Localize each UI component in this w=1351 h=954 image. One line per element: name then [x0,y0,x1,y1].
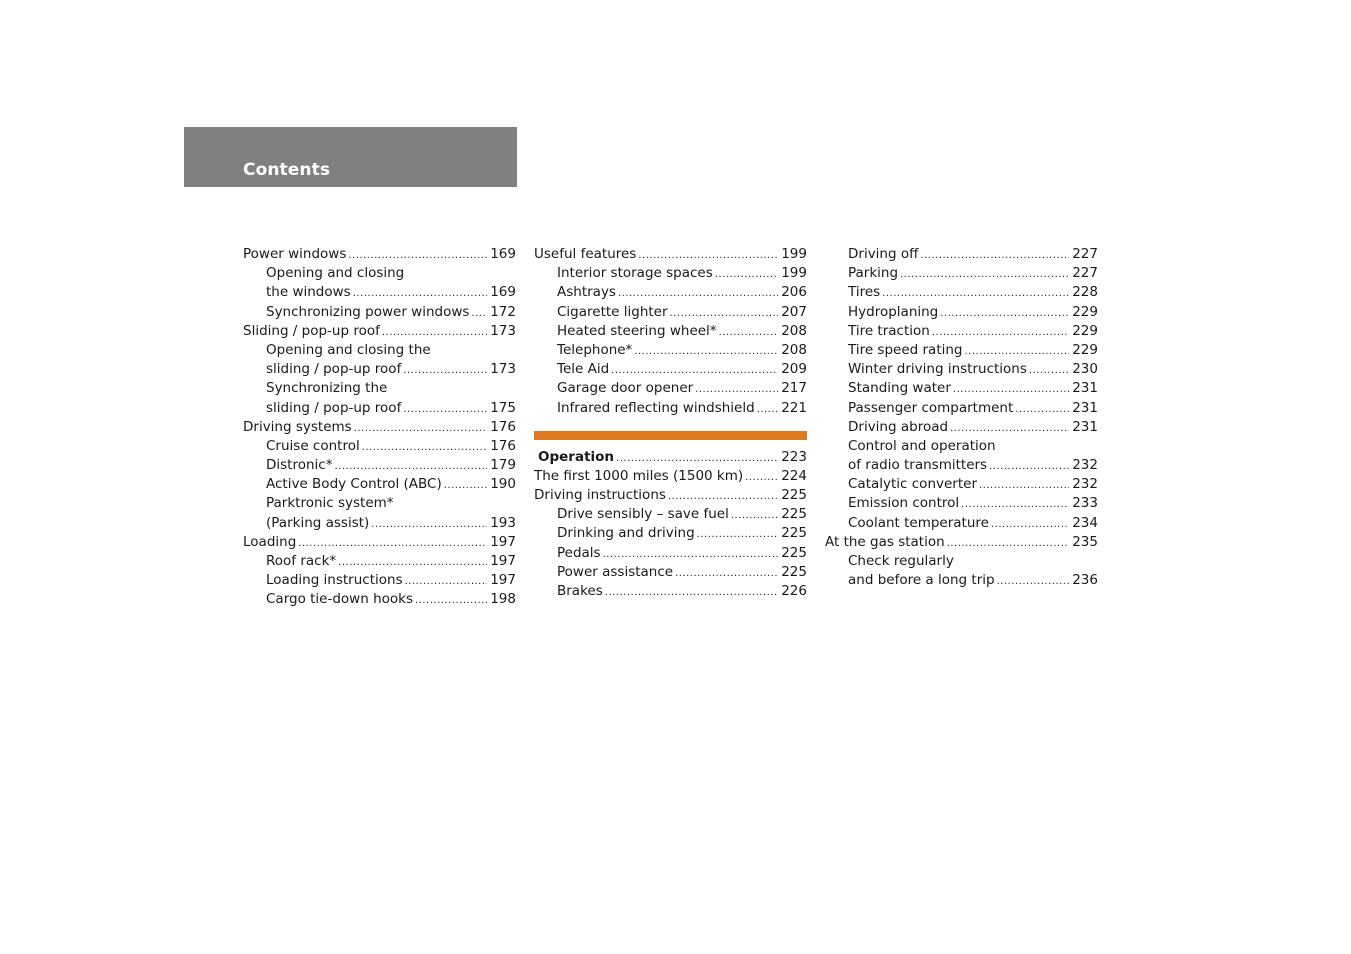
toc-entry-label: Cruise control [266,437,360,454]
dot-leader [989,457,1069,476]
dot-leader [371,515,487,534]
toc-entry[interactable] [534,467,807,486]
toc-entry-label: Opening and closing the [266,341,431,358]
toc-entry[interactable] [825,245,1098,264]
toc-entry-label: At the gas station [825,533,945,550]
toc-entry-page-number[interactable]: 233 [1072,495,1098,512]
dot-leader [405,572,487,591]
toc-entry-page-number[interactable]: 176 [490,418,516,435]
page-title: Contents [243,160,331,180]
toc-entry-label: of radio transmitters [848,457,988,474]
toc-entry[interactable] [243,245,516,264]
toc-entry[interactable] [825,418,1098,437]
dot-leader [719,323,778,342]
toc-entry [825,552,1098,571]
toc-entry-label: Active Body Control (ABC) [266,476,442,493]
toc-entry-label: and before a long trip [848,572,995,589]
toc-entry-page-number[interactable]: 173 [490,361,516,378]
toc-entry[interactable] [534,399,807,418]
toc-column-2 [534,245,807,601]
toc-entry[interactable] [534,264,807,283]
dot-leader [444,476,487,495]
toc-entry[interactable] [534,544,807,563]
toc-entry-page-number[interactable]: 208 [781,341,807,358]
toc-entry[interactable] [825,494,1098,513]
toc-entry-label: Garage door opener [557,380,694,397]
toc-entry-page-number[interactable]: 227 [1072,246,1098,262]
dot-leader [961,495,1069,514]
toc-entry-label: Driving systems [243,418,352,435]
toc-entry-page-number[interactable]: 228 [1072,284,1098,301]
toc-entry[interactable] [243,514,516,533]
toc-column-1 [243,245,516,610]
toc-entry-label: Loading [243,533,297,550]
toc-entry-label: Roof rack* [266,553,337,569]
toc-entry-page-number[interactable]: 199 [781,265,807,282]
toc-entry-page-number[interactable]: 225 [781,506,807,523]
toc-entry-page-number[interactable]: 231 [1072,399,1098,416]
toc-entry-page-number[interactable]: 225 [781,563,807,580]
dot-leader [1029,361,1069,380]
dot-leader [618,284,778,303]
dot-leader [900,265,1069,284]
dot-leader [997,572,1069,591]
toc-entry-label: Synchronizing the [266,380,388,397]
dot-leader [979,476,1069,495]
toc-entry-page-number[interactable]: 221 [781,399,807,416]
toc-entry-label: Tire traction [848,322,930,339]
toc-entry-page-number[interactable]: 197 [490,572,516,589]
toc-entry-page-number[interactable]: 232 [1072,457,1098,474]
dot-leader [403,361,487,380]
toc-entry-label: Driving abroad [848,418,949,435]
toc-entry-page-number[interactable]: 179 [490,457,516,474]
dot-leader [920,246,1069,265]
toc-entry-page-number[interactable]: 224 [781,467,807,484]
toc-entry[interactable] [243,552,516,571]
toc-entry-page-number[interactable]: 225 [781,487,807,504]
dot-leader [745,468,778,487]
toc-entry-label: Parktronic system* [266,495,394,512]
toc-entry-label: Coolant temperature [848,514,989,531]
dot-leader [940,304,1069,323]
toc-entry-label: Parking [848,265,899,282]
toc-entry-label: Check regularly [848,553,954,569]
toc-entry-page-number[interactable]: 197 [490,553,516,569]
toc-entry[interactable] [534,322,807,341]
toc-entry-page-number[interactable]: 230 [1072,361,1098,378]
dot-leader [757,400,778,419]
dot-leader [695,380,778,399]
toc-entry[interactable] [534,448,807,467]
toc-entry-page-number[interactable]: 225 [781,525,807,542]
toc-entry[interactable] [825,264,1098,283]
toc-entry-page-number[interactable]: 169 [490,284,516,301]
section-divider [534,431,807,440]
toc-entry[interactable] [243,399,516,418]
toc-entry-page-number[interactable]: 190 [490,476,516,493]
dot-leader [338,553,487,572]
toc-entry-page-number[interactable]: 217 [781,380,807,397]
toc-entry-label: Brakes [557,583,603,599]
toc-entry-page-number[interactable]: 176 [490,437,516,454]
toc-entry[interactable] [534,283,807,302]
toc-entry-page-number[interactable]: 225 [781,544,807,561]
toc-entry-label: sliding / pop-up roof [266,399,402,416]
toc-entry-page-number[interactable]: 232 [1072,476,1098,493]
dot-leader [415,591,487,610]
toc-entry[interactable] [825,533,1098,552]
toc-entry-label: Opening and closing [266,265,405,282]
toc-entry-page-number[interactable]: 193 [490,514,516,531]
toc-entry[interactable] [825,399,1098,418]
header-bar [184,127,517,187]
toc-entry-page-number[interactable]: 231 [1072,380,1098,397]
dot-leader [611,361,778,380]
toc-entry-label: the windows [266,284,351,301]
dot-leader [731,506,778,525]
dot-leader [1015,400,1069,419]
toc-entry-label: Drive sensibly – save fuel [557,506,729,523]
toc-entry-label: Cigarette lighter [557,303,668,320]
toc-entry-page-number[interactable]: 226 [781,583,807,599]
toc-entry-page-number[interactable]: 229 [1072,322,1098,339]
dot-leader [348,246,487,265]
toc-entry[interactable] [534,360,807,379]
toc-entry[interactable] [534,524,807,543]
dot-leader [882,284,1069,303]
toc-entry[interactable] [243,475,516,494]
dot-leader [965,342,1070,361]
toc-entry-label: Power assistance [557,563,674,580]
toc-entry[interactable] [243,571,516,590]
dot-leader [947,534,1069,553]
toc-entry-page-number[interactable]: 175 [490,399,516,416]
dot-leader [382,323,487,342]
toc-entry[interactable] [243,456,516,475]
toc-entry-label: Sliding / pop-up roof [243,322,380,339]
toc-column-3 [825,245,1098,590]
toc-entry-page-number[interactable]: 236 [1072,572,1098,589]
toc-entry[interactable] [534,245,807,264]
toc-entry[interactable] [825,514,1098,533]
toc-entry[interactable] [243,418,516,437]
toc-entry[interactable] [243,283,516,302]
toc-entry[interactable] [243,437,516,456]
dot-leader [670,304,778,323]
toc-entry-label: Power windows [243,246,347,262]
toc-entry-label: Tire speed rating [848,341,963,358]
dot-leader [603,545,778,564]
dot-leader [362,438,487,457]
toc-entry-label: Pedals [557,544,601,561]
toc-entry-label: Driving instructions [534,487,666,504]
toc-entry-label: Infrared reflecting windshield [557,399,755,416]
toc-entry-page-number[interactable]: 231 [1072,418,1098,435]
toc-entry-page-number[interactable]: 172 [490,303,516,320]
toc-entry[interactable] [534,341,807,360]
toc-entry [243,494,516,513]
toc-entry[interactable] [825,341,1098,360]
toc-entry[interactable] [243,590,516,609]
toc-entry[interactable] [243,533,516,552]
toc-entry[interactable] [825,571,1098,590]
dot-leader [950,419,1069,438]
toc-entry-label: Loading instructions [266,572,403,589]
dot-leader [932,323,1069,342]
toc-entry-label: Tele Aid [557,361,610,378]
toc-entry-page-number[interactable]: 209 [781,361,807,378]
toc-entry-page-number[interactable]: 197 [490,533,516,550]
toc-entry-label: Cargo tie-down hooks [266,591,413,608]
toc-entry-label: Synchronizing power windows [266,303,470,320]
toc-entry[interactable] [825,456,1098,475]
toc-entry[interactable] [534,582,807,601]
toc-entry-page-number[interactable]: 206 [781,284,807,301]
dot-leader [471,304,487,323]
toc-entry-page-number[interactable]: 173 [490,322,516,339]
toc-entry[interactable] [534,486,807,505]
dot-leader [616,449,778,468]
toc-entry[interactable] [825,303,1098,322]
toc-entry[interactable] [534,563,807,582]
toc-entry-label: Passenger compartment [848,399,1014,416]
toc-entry-label: The first 1000 miles (1500 km) [534,467,744,484]
dot-leader [953,380,1069,399]
toc-entry [825,437,1098,456]
toc-entry[interactable] [825,475,1098,494]
dot-leader [715,265,778,284]
dot-leader [298,534,487,553]
toc-entry [243,379,516,398]
toc-entry-label: Standing water [848,380,951,397]
toc-entry[interactable] [534,379,807,398]
toc-entry-label: Telephone* [557,341,633,358]
toc-entry[interactable] [534,505,807,524]
toc-entry-page-number[interactable]: 229 [1072,303,1098,320]
toc-entry-page-number[interactable]: 229 [1072,341,1098,358]
toc-entry-label: Driving off [848,246,919,262]
dot-leader [334,457,487,476]
toc-entry-page-number[interactable]: 235 [1072,533,1098,550]
toc-entry-label: Control and operation [848,437,996,454]
toc-entry[interactable] [825,322,1098,341]
toc-entry-label: Interior storage spaces [557,265,713,282]
toc-entry-label: Tires [848,284,881,301]
toc-entry[interactable] [243,360,516,379]
toc-entry[interactable] [825,283,1098,302]
dot-leader [403,400,487,419]
toc-entry-label: Useful features [534,246,637,262]
toc-entry-page-number[interactable]: 223 [781,448,807,465]
dot-leader [354,419,487,438]
toc-entry-page-number[interactable]: 207 [781,303,807,320]
toc-entry[interactable] [243,322,516,341]
dot-leader [697,525,778,544]
toc-entry-label: Emission control [848,495,960,512]
toc-entry-label: Ashtrays [557,284,616,301]
toc-entry-page-number[interactable]: 208 [781,322,807,339]
toc-entry-page-number[interactable]: 227 [1072,265,1098,282]
toc-entry-label: sliding / pop-up roof [266,361,402,378]
toc-entry-label: Operation [538,448,615,465]
toc-entry[interactable] [825,379,1098,398]
toc-entry-page-number[interactable]: 169 [490,246,516,262]
dot-leader [675,564,778,583]
toc-entry-page-number[interactable]: 234 [1072,514,1098,531]
toc-entry [243,341,516,360]
toc-entry-label: Winter driving instructions [848,361,1027,378]
toc-entry[interactable] [534,303,807,322]
dot-leader [991,515,1069,534]
toc-entry-label: Drinking and driving [557,525,695,542]
toc-entry-label: Hydroplaning [848,303,939,320]
dot-leader [605,583,778,602]
toc-entry-page-number[interactable]: 199 [781,246,807,262]
toc-entry-label: Catalytic converter [848,476,977,493]
dot-leader [353,284,487,303]
dot-leader [668,487,778,506]
toc-entry[interactable] [243,303,516,322]
toc-entry-label: Distronic* [266,457,333,474]
toc-entry-label: Heated steering wheel* [557,322,717,339]
dot-leader [634,342,778,361]
dot-leader [638,246,778,265]
toc-entry-label: (Parking assist) [266,514,370,531]
toc-entry[interactable] [825,360,1098,379]
toc-entry-page-number[interactable]: 198 [490,591,516,608]
toc-entry [243,264,516,283]
